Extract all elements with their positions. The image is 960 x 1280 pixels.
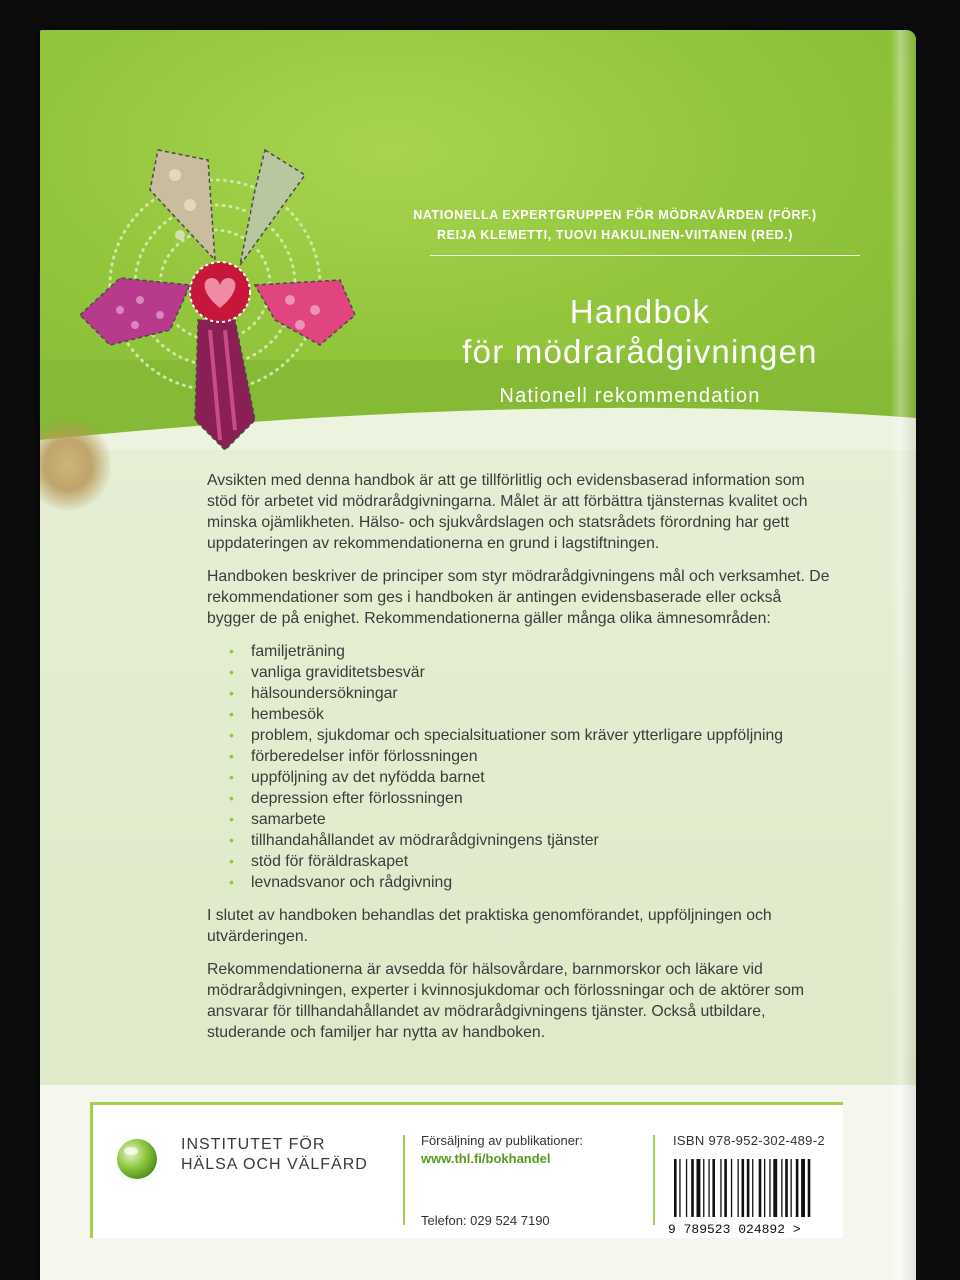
conclusion-paragraph: I slutet av handboken behandlas det praktiska genomförandet, uppföljningen och utvärderingen. [207, 907, 772, 945]
title-line-1: Handbok [569, 293, 711, 330]
isbn: ISBN 978-952-302-489-2 [673, 1133, 825, 1148]
publisher-name-line-2: HÄLSA OCH VÄLFÄRD [181, 1156, 368, 1173]
list-item: • depression efter förlossningen [229, 788, 832, 809]
publisher-name [181, 1135, 368, 1175]
cover-edge [890, 30, 916, 1280]
book-back-cover [40, 30, 916, 1280]
intro-paragraph: Avsikten med denna handbok är att ge tillförlitlig och evidensbaserad information som stöd för arbetet vid mödrarådgivningarna. Målet är att förbättra tjänsternas kvalitet och minska ojämlikheten. Hälso- och sjukvårdslagen och statsrådets förordning har gett uppdateringen av rekommendationerna en grund i lagstiftningen. [207, 472, 808, 552]
flower-illustration [50, 120, 390, 460]
authors-line-2: REIJA KLEMETTI, TUOVI HAKULINEN-VIITANEN (RED.) [437, 228, 793, 242]
list-item: • levnadsvanor och rådgivning [229, 872, 832, 893]
authors-divider [430, 255, 860, 256]
barcode-number: 9 789523 024892 > [668, 1222, 801, 1235]
phone-number: Telefon: 029 524 7190 [421, 1213, 550, 1228]
list-item: • problem, sjukdomar och specialsituationer som kräver ytterligare uppföljning [229, 725, 832, 746]
sales-label: Försäljning av publikationer: [421, 1133, 583, 1148]
list-item: • tillhandahållandet av mödrarådgivningens tjänster [229, 830, 832, 851]
principles-paragraph: Handboken beskriver de principer som styr mödrarådgivningens mål och verksamhet. De rekommendationer som ges i handboken är antingen evidensbaserade eller också bygger de på enighet. Rekommendationerna gäller många olika ämnesområden: [207, 568, 830, 627]
list-item: • vanliga graviditetsbesvär [229, 662, 832, 683]
audience-paragraph: Rekommendationerna är avsedda för hälsovårdare, barnmorskor och läkare vid mödrarådgivningen, experter i kvinnosjukdomar och förlossningar och de aktörer som ansvarar för tillhandahållandet av mödrarådgivningens tjänster. Också utbildare, studerande och familjer har nytta av handboken. [207, 961, 805, 1041]
title-line-2: för mödrarådgivningen [462, 333, 818, 370]
blurb [207, 470, 832, 1055]
footer-divider [403, 1135, 405, 1225]
barcode [668, 1153, 838, 1235]
thl-logo-icon [113, 1135, 161, 1183]
list-item: • förberedelser inför förlossningen [229, 746, 832, 767]
publisher-name-line-1: INSTITUTET FÖR [181, 1136, 326, 1153]
authors [395, 205, 835, 245]
list-item: • hembesök [229, 704, 832, 725]
publisher-footer [90, 1102, 843, 1238]
list-item: • uppföljning av det nyfödda barnet [229, 767, 832, 788]
list-item: • stöd för föräldraskapet [229, 851, 832, 872]
footer-divider [653, 1135, 655, 1225]
list-item: • familjeträning [229, 641, 832, 662]
book-subtitle: Nationell rekommendation [499, 385, 761, 407]
sales-link[interactable]: www.thl.fi/bokhandel [421, 1151, 551, 1166]
list-item: • hälsoundersökningar [229, 683, 832, 704]
book-title [380, 292, 900, 372]
list-item: • samarbete [229, 809, 832, 830]
topics-list [207, 641, 832, 893]
authors-line-1: NATIONELLA EXPERTGRUPPEN FÖR MÖDRAVÅRDEN (FÖRF.) [413, 208, 817, 222]
